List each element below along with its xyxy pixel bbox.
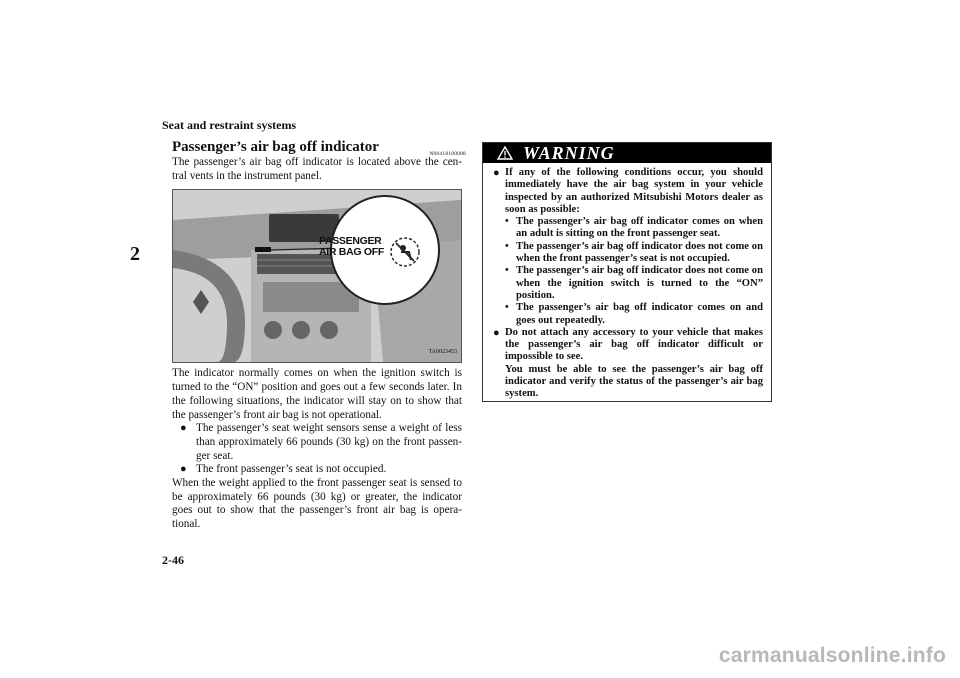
warning-title: WARNING (523, 143, 615, 163)
dashboard-illustration (173, 190, 461, 362)
warning-header (483, 143, 771, 163)
warning-sub-item: • The passenger’s air bag off indicator does not come on when the ignition switch is turned to the “ON” position. (505, 265, 763, 301)
paragraph-1: The indicator normally comes on when the ignition switch is turned to the “ON” position and goes out a few seconds later. In the following situations, the indicator will stay on to show that the passenger’s front air bag is not operational. (172, 367, 462, 421)
bullet-dot-icon: ● (180, 422, 187, 435)
warning-triangle-icon (497, 146, 513, 160)
chapter-number: 2 (130, 243, 140, 265)
page-number: 2-46 (162, 553, 184, 567)
bullet-dot-icon: ● (493, 326, 500, 339)
warning-sub-item: • The passenger’s air bag off indicator does not come on when the front passenger’s seat is not occupied. (505, 240, 763, 265)
warning-box (482, 142, 772, 402)
article-title: Passenger’s air bag off indicator (172, 139, 379, 155)
bullet-dot-icon: ● (180, 463, 187, 476)
article-column (172, 138, 466, 532)
dashboard-figure (172, 189, 462, 363)
section-header: Seat and restraint systems (162, 118, 297, 132)
warning-sub-item: • The passenger’s air bag off indicator comes on and goes out repeatedly. (505, 302, 763, 326)
intro-paragraph: The passenger’s air bag off indicator is located above the cen-tral vents in the instrument panel. (172, 156, 462, 182)
warning-item-continued: You must be able to see the passenger’s air bag off indicator and verify the status of the passenger’s air bag system. (505, 363, 763, 400)
indicator-label-line2: AIR BAG OFF (319, 246, 384, 259)
bullet-item: ● The passenger’s seat weight sensors sense a weight of less than approximately 66 pounds (30 kg) on the front passen-ger seat. (180, 422, 462, 462)
warning-item: ● If any of the following conditions occur, you should immediately have the air bag system in your vehicle inspected by an authorized Mitsubishi Motors dealer as soon as possible: (493, 167, 763, 215)
warning-sub-item: • The passenger’s air bag off indicator comes on when an adult is sitting on the front passenger seat. (505, 216, 763, 240)
figure-code: TA0023453 (428, 348, 457, 355)
warning-item: ● Do not attach any accessory to your vehicle that makes the passenger’s air bag off indicator difficult or impossible to see. (493, 326, 763, 363)
warning-body (483, 163, 771, 401)
article-code: N00418100088 (429, 151, 466, 157)
paragraph-2: When the weight applied to the front passenger seat is sensed to be approximately 66 pounds (30 kg) or greater, the indicator goes out to show that the passenger’s front air bag is opera-tional. (172, 477, 462, 531)
watermark: carmanualsonline.info (718, 644, 946, 667)
bullet-item: ● The front passenger’s seat is not occupied. (180, 463, 387, 476)
bullet-dot-icon: ● (493, 167, 500, 179)
indicator-label-line1: PASSENGER (319, 235, 382, 248)
